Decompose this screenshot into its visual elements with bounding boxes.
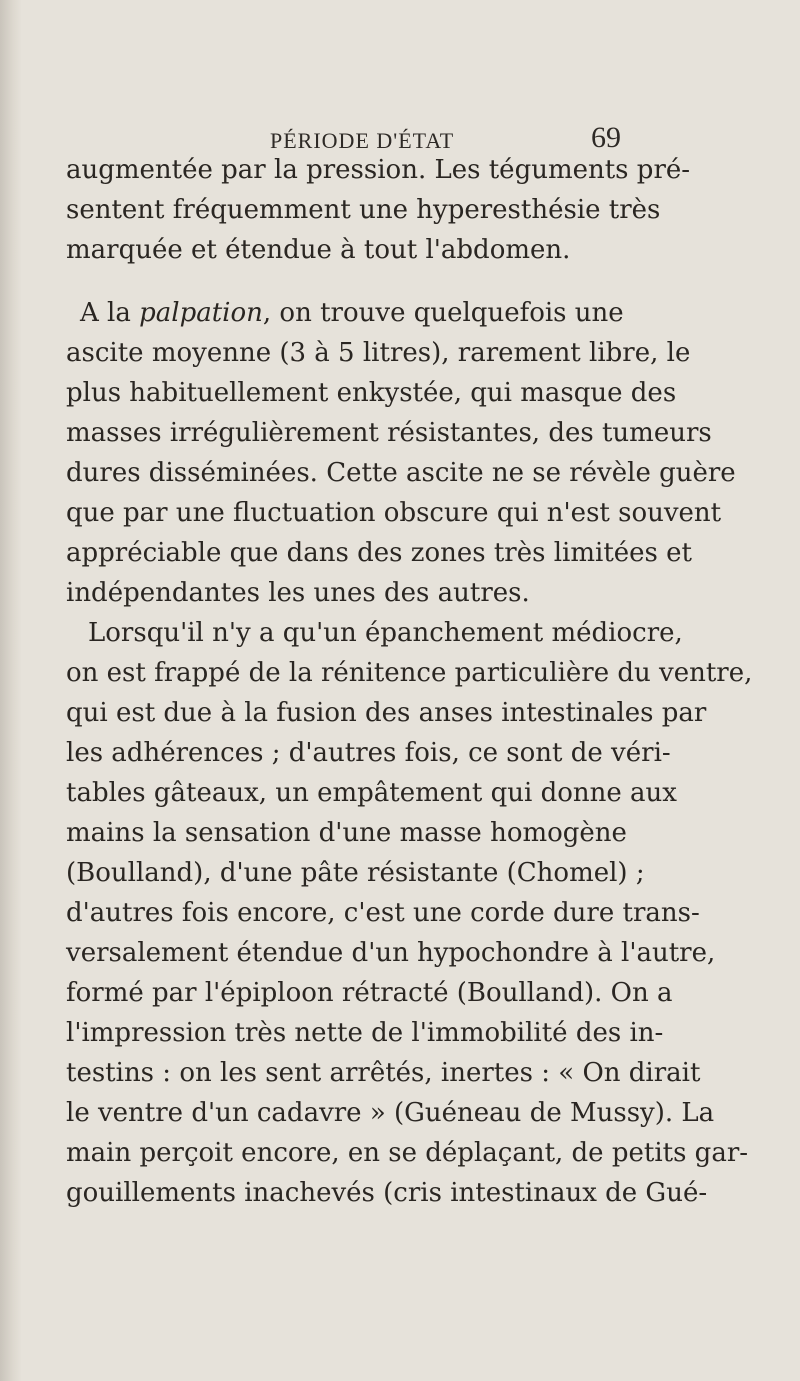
- text-line: tables gâteaux, un empâtement qui donne aux: [66, 778, 677, 808]
- text-line: ascite moyenne (3 à 5 litres), rarement libre, le: [66, 338, 691, 368]
- text-line: les adhérences ; d'autres fois, ce sont de véri-: [66, 738, 671, 768]
- text-line: on est frappé de la rénitence particulière du ventre,: [66, 658, 753, 688]
- text-line: main perçoit encore, en se déplaçant, de petits gar-: [66, 1138, 749, 1168]
- text-line: plus habituellement enkystée, qui masque des: [66, 378, 677, 408]
- text-line: mains la sensation d'une masse homogène: [66, 818, 627, 848]
- text-line: indépendantes les unes des autres.: [66, 578, 530, 608]
- text-line: (Boulland), d'une pâte résistante (Chomel) ;: [66, 858, 645, 888]
- text-line: Lorsqu'il n'y a qu'un épanchement médiocre,: [88, 618, 683, 648]
- text-line: augmentée par la pression. Les téguments pré-: [66, 155, 691, 185]
- text-line: versalement étendue d'un hypochondre à l'autre,: [66, 938, 716, 968]
- text-line: masses irrégulièrement résistantes, des tumeurs: [66, 418, 712, 448]
- italic-term: palpation: [139, 298, 263, 328]
- running-title: PÉRIODE D'ÉTAT: [270, 128, 455, 153]
- text-line: marquée et étendue à tout l'abdomen.: [66, 235, 571, 265]
- text-line: sentent fréquemment une hyperesthésie très: [66, 195, 661, 225]
- text-line: dures disséminées. Cette ascite ne se révèle guère: [66, 458, 736, 488]
- text-line: testins : on les sent arrêtés, inertes : « On dirait: [66, 1058, 701, 1088]
- text-line: l'impression très nette de l'immobilité des in-: [66, 1018, 664, 1048]
- page-number: 69: [591, 121, 621, 154]
- text-line: d'autres fois encore, c'est une corde dure trans-: [66, 898, 700, 928]
- text-line: qui est due à la fusion des anses intestinales par: [66, 698, 707, 728]
- spine-shadow: [0, 0, 22, 1381]
- text-line: le ventre d'un cadavre » (Guéneau de Mussy). La: [66, 1098, 715, 1128]
- text-line: appréciable que dans des zones très limitées et: [66, 538, 692, 568]
- text-line: formé par l'épiploon rétracté (Boulland). On a: [66, 978, 673, 1008]
- text-line-palpation: [80, 293, 624, 333]
- text-line: que par une fluctuation obscure qui n'est souvent: [66, 498, 722, 528]
- text-line: gouillements inachevés (cris intestinaux de Gué-: [66, 1178, 708, 1208]
- line-start: A la: [80, 298, 140, 328]
- line-end: , on trouve quelquefois une: [262, 298, 624, 328]
